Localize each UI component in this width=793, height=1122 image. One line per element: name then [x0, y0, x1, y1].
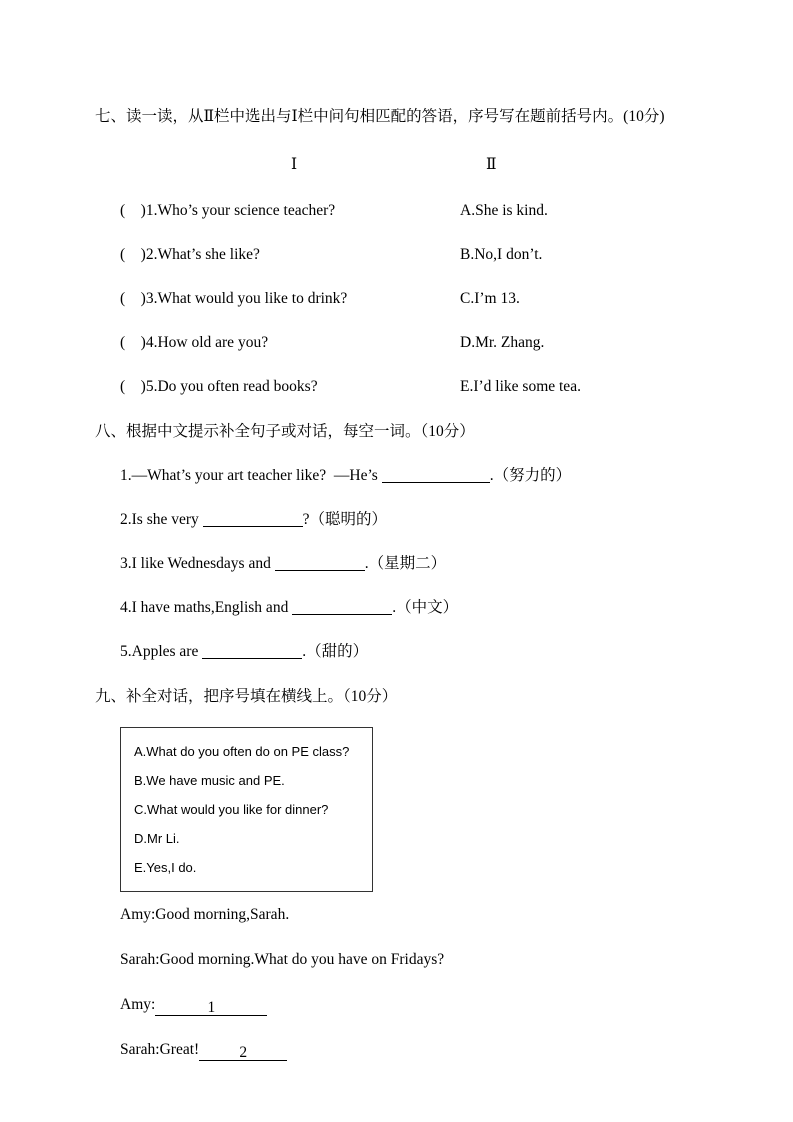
fill-post-1: .（努力的） — [489, 467, 572, 484]
option-d: D.Mr Li. — [134, 831, 180, 846]
fill-pre-3: 3.I like Wednesdays and — [120, 555, 275, 572]
dialog-line-amy-greeting: Amy:Good morning,Sarah. — [120, 906, 290, 923]
dialog-line-amy-blank — [120, 995, 753, 1014]
match-question-4: ( )4.How old are you? — [120, 334, 269, 351]
match-row-4 — [95, 333, 753, 352]
fill-row-1 — [120, 466, 753, 486]
option-c: C.What would you like for dinner? — [134, 802, 329, 817]
dialog-blank-1 — [155, 1000, 267, 1016]
fill-post-3: .（星期二） — [364, 555, 447, 572]
fill-pre-5: 5.Apples are — [120, 643, 203, 660]
answer-blank-5 — [202, 643, 302, 659]
dialog-sarah-prefix: Sarah:Great! — [120, 1041, 200, 1058]
match-row-5 — [95, 377, 753, 396]
match-answer-d: D.Mr. Zhang. — [460, 334, 545, 351]
match-row-2 — [95, 245, 753, 264]
dialog-blank-2 — [199, 1045, 287, 1061]
fill-post-5: .（甜的） — [302, 643, 369, 660]
match-question-1: ( )1.Who’s your science teacher? — [120, 202, 336, 219]
answer-blank-2 — [203, 511, 303, 527]
section7-column-headers — [95, 155, 753, 176]
match-answer-c: C.I’m 13. — [460, 290, 520, 307]
dialog-blank-2-number: 2 — [239, 1044, 248, 1061]
fill-row-2 — [120, 510, 753, 530]
fill-row-5 — [120, 642, 753, 662]
dialog-blank-1-number: 1 — [207, 999, 216, 1016]
match-answer-a: A.She is kind. — [460, 202, 548, 219]
options-box — [120, 727, 373, 892]
match-row-1 — [95, 201, 753, 220]
column-label-II: Ⅱ — [486, 156, 497, 173]
fill-pre-4: 4.I have maths,English and — [120, 599, 293, 616]
answer-blank-1 — [382, 467, 490, 483]
match-answer-b: B.No,I don’t. — [460, 246, 543, 263]
dialog-line-sarah-question: Sarah:Good morning.What do you have on Fridays? — [120, 951, 445, 968]
match-answer-e: E.I’d like some tea. — [460, 378, 581, 395]
section7-title: 七、读一读，从Ⅱ栏中选出与Ⅰ栏中问句相匹配的答语，序号写在题前括号内。(10分) — [95, 108, 665, 125]
section8-title: 八、根据中文提示补全句子或对话，每空一词。（10分） — [95, 423, 475, 440]
fill-row-3 — [120, 554, 753, 574]
dialog-line-sarah-blank — [120, 1040, 753, 1059]
fill-row-4 — [120, 598, 753, 618]
fill-post-2: ?（聪明的） — [302, 511, 388, 528]
section9-title: 九、补全对话，把序号填在横线上。（10分） — [95, 688, 398, 705]
option-b: B.We have music and PE. — [134, 773, 285, 788]
fill-pre-2: 2.Is she very — [120, 511, 203, 528]
match-question-3: ( )3.What would you like to drink? — [120, 290, 348, 307]
answer-blank-4 — [292, 599, 392, 615]
match-question-2: ( )2.What’s she like? — [120, 246, 260, 263]
match-row-3 — [95, 289, 753, 308]
fill-pre-1: 1.—What’s your art teacher like? —He’s — [120, 467, 382, 484]
option-a: A.What do you often do on PE class? — [134, 744, 350, 759]
fill-post-4: .（中文） — [392, 599, 459, 616]
dialog-amy-prefix: Amy: — [120, 996, 156, 1013]
option-e: E.Yes,I do. — [134, 860, 197, 875]
column-label-I: Ⅰ — [291, 156, 298, 173]
answer-blank-3 — [275, 555, 365, 571]
match-question-5: ( )5.Do you often read books? — [120, 378, 318, 395]
